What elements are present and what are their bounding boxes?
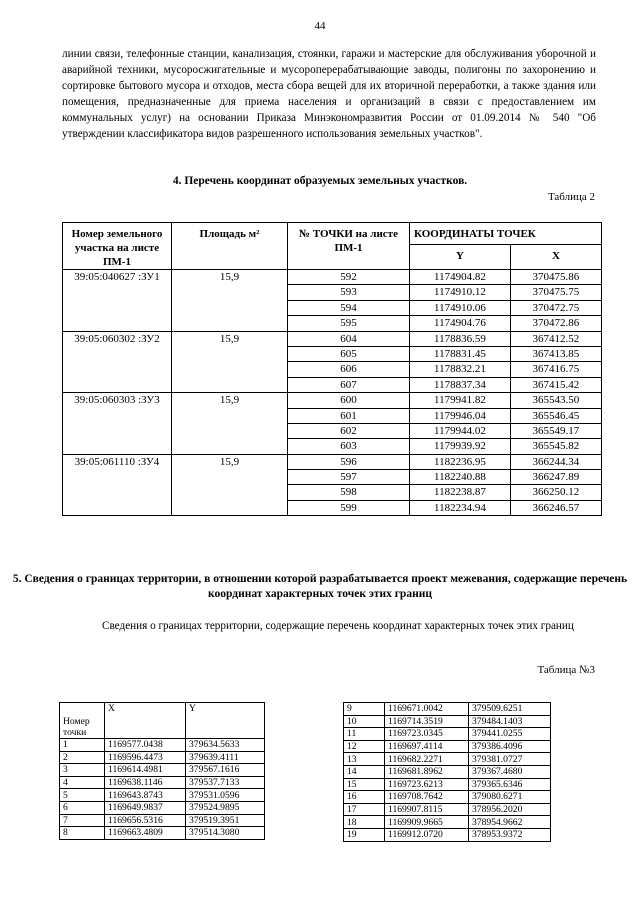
table-row: [63, 393, 602, 408]
boundary-table-header-row: [60, 703, 265, 739]
header-parcel-number: Номер земельного участка на листе ПМ-1: [63, 223, 172, 270]
header-point-number: Номер точки: [60, 703, 105, 739]
point-number-cell: 19: [344, 828, 385, 841]
y-coordinate-cell: 379509.6251: [469, 703, 551, 716]
x-coordinate-cell: 1169614.4981: [105, 764, 186, 777]
y-coordinate-cell: 1182236.95: [410, 454, 511, 469]
x-coordinate-cell: 370475.75: [510, 285, 601, 300]
point-number-cell: 17: [344, 803, 385, 816]
point-number-cell: 604: [288, 331, 410, 346]
table-row: [344, 828, 551, 841]
point-number-cell: 2: [60, 751, 105, 764]
header-x: X: [510, 245, 601, 270]
x-coordinate-cell: 1169663.4809: [105, 827, 186, 840]
header-y: Y: [410, 245, 511, 270]
section-5-description: Сведения о границах территории, содержащие перечень координат характерных точек этих границ: [102, 620, 574, 632]
point-number-cell: 605: [288, 346, 410, 361]
area-cell: 15,9: [172, 331, 288, 393]
y-coordinate-cell: 1174904.76: [410, 316, 511, 331]
y-coordinate-cell: 1178832.21: [410, 362, 511, 377]
table-2-label: Таблица 2: [547, 191, 595, 203]
header-y: Y: [186, 703, 265, 739]
point-number-cell: 596: [288, 454, 410, 469]
y-coordinate-cell: 379484.1403: [469, 715, 551, 728]
header-x: X: [105, 703, 186, 739]
table-row: [344, 816, 551, 829]
y-coordinate-cell: 1179946.04: [410, 408, 511, 423]
y-coordinate-cell: 379386.4096: [469, 740, 551, 753]
point-number-cell: 18: [344, 816, 385, 829]
x-coordinate-cell: 1169723.6213: [385, 778, 469, 791]
table-row: [60, 764, 265, 777]
x-coordinate-cell: 1169912.0720: [385, 828, 469, 841]
x-coordinate-cell: 1169671.0042: [385, 703, 469, 716]
point-number-cell: 11: [344, 728, 385, 741]
y-coordinate-cell: 378953.9372: [469, 828, 551, 841]
point-number-cell: 12: [344, 740, 385, 753]
table-row: [344, 703, 551, 716]
point-number-cell: 13: [344, 753, 385, 766]
table-row: [60, 739, 265, 752]
table-row: [344, 740, 551, 753]
x-coordinate-cell: 1169697.4114: [385, 740, 469, 753]
point-number-cell: 602: [288, 423, 410, 438]
y-coordinate-cell: 1178836.59: [410, 331, 511, 346]
page-number: 44: [314, 20, 326, 32]
x-coordinate-cell: 367415.42: [510, 377, 601, 392]
x-coordinate-cell: 367416.75: [510, 362, 601, 377]
x-coordinate-cell: 1169714.3519: [385, 715, 469, 728]
y-coordinate-cell: 379537.7133: [186, 776, 265, 789]
table-row: [60, 814, 265, 827]
table-row: [60, 801, 265, 814]
point-number-cell: 6: [60, 801, 105, 814]
point-number-cell: 16: [344, 791, 385, 804]
point-number-cell: 8: [60, 827, 105, 840]
x-coordinate-cell: 370472.75: [510, 300, 601, 315]
area-cell: 15,9: [172, 454, 288, 516]
point-number-cell: 1: [60, 739, 105, 752]
parcel-coordinates-table: [62, 222, 602, 516]
table-row: [63, 454, 602, 469]
header-coordinates: КООРДИНАТЫ ТОЧЕК: [410, 223, 602, 245]
point-number-cell: 593: [288, 285, 410, 300]
table-row: [63, 331, 602, 346]
y-coordinate-cell: 379524.9895: [186, 801, 265, 814]
x-coordinate-cell: 366246.57: [510, 500, 601, 515]
x-coordinate-cell: 1169723.0345: [385, 728, 469, 741]
y-coordinate-cell: 379080.6271: [469, 791, 551, 804]
table-row: [60, 751, 265, 764]
section-5-title: 5. Сведения о границах территории, в отношении которой разрабатывается проект межевания, содержащие перечень координат характерных точек этих границ: [12, 573, 628, 600]
point-number-cell: 15: [344, 778, 385, 791]
point-number-cell: 603: [288, 439, 410, 454]
point-number-cell: 599: [288, 500, 410, 515]
parcel-number-cell: 39:05:060303 :ЗУ3: [63, 393, 172, 455]
x-coordinate-cell: 367413.85: [510, 346, 601, 361]
table-row: [344, 791, 551, 804]
header-point-number: № ТОЧКИ на листе ПМ-1: [288, 223, 410, 270]
x-coordinate-cell: 1169681.8962: [385, 765, 469, 778]
y-coordinate-cell: 379567.1616: [186, 764, 265, 777]
x-coordinate-cell: 365549.17: [510, 423, 601, 438]
section-4-title: 4. Перечень координат образуемых земельных участков.: [172, 175, 468, 187]
y-coordinate-cell: 1179944.02: [410, 423, 511, 438]
y-coordinate-cell: 1178831.45: [410, 346, 511, 361]
point-number-cell: 595: [288, 316, 410, 331]
parcel-number-cell: 39:05:060302 :ЗУ2: [63, 331, 172, 393]
y-coordinate-cell: 1179941.82: [410, 393, 511, 408]
point-number-cell: 607: [288, 377, 410, 392]
area-cell: 15,9: [172, 393, 288, 455]
x-coordinate-cell: 1169638.1146: [105, 776, 186, 789]
x-coordinate-cell: 365543.50: [510, 393, 601, 408]
y-coordinate-cell: 379634.5633: [186, 739, 265, 752]
point-number-cell: 601: [288, 408, 410, 423]
table-row: [60, 776, 265, 789]
x-coordinate-cell: 366247.89: [510, 470, 601, 485]
area-cell: 15,9: [172, 270, 288, 332]
x-coordinate-cell: 1169682.2271: [385, 753, 469, 766]
point-number-cell: 3: [60, 764, 105, 777]
y-coordinate-cell: 379514.3080: [186, 827, 265, 840]
parcel-number-cell: 39:05:061110 :ЗУ4: [63, 454, 172, 516]
y-coordinate-cell: 378954.9662: [469, 816, 551, 829]
point-number-cell: 598: [288, 485, 410, 500]
y-coordinate-cell: 1178837.34: [410, 377, 511, 392]
intro-paragraph: линии связи, телефонные станции, канализация, стоянки, гаражи и мастерские для обслуживания уборочной и аварийной техники, мусоросжигательные и мусороперерабатывающие заводы, полигоны по захоронению и сортировке бытового мусора и отходов, места сбора вещей для их вторичной переработки, а также здания или помещения, предназначенные для приема населения и организаций в связи с предоставлением им коммунальных услуг) на основании Приказа Минэкономразвития России от 01.09.2014 № 540 "Об утверждении классификатора видов разрешенного использования земельных участков".: [62, 48, 596, 140]
point-number-cell: 594: [288, 300, 410, 315]
y-coordinate-cell: 379441.0255: [469, 728, 551, 741]
point-number-cell: 9: [344, 703, 385, 716]
y-coordinate-cell: 1174910.12: [410, 285, 511, 300]
point-number-cell: 592: [288, 270, 410, 285]
y-coordinate-cell: 379365.6346: [469, 778, 551, 791]
boundary-table-right: [343, 702, 551, 842]
table-row: [63, 270, 602, 285]
table-row: [344, 715, 551, 728]
y-coordinate-cell: 1182240.88: [410, 470, 511, 485]
x-coordinate-cell: 1169909.9665: [385, 816, 469, 829]
y-coordinate-cell: 1179939.92: [410, 439, 511, 454]
x-coordinate-cell: 1169643.8743: [105, 789, 186, 802]
y-coordinate-cell: 1174904.82: [410, 270, 511, 285]
x-coordinate-cell: 1169708.7642: [385, 791, 469, 804]
x-coordinate-cell: 1169649.9837: [105, 801, 186, 814]
x-coordinate-cell: 1169596.4473: [105, 751, 186, 764]
x-coordinate-cell: 365546.45: [510, 408, 601, 423]
boundary-table-left: [59, 702, 265, 840]
x-coordinate-cell: 1169656.5316: [105, 814, 186, 827]
x-coordinate-cell: 367412.52: [510, 331, 601, 346]
table-row: [60, 789, 265, 802]
table-row: [344, 728, 551, 741]
y-coordinate-cell: 379519.3951: [186, 814, 265, 827]
table-row: [344, 803, 551, 816]
x-coordinate-cell: 366244.34: [510, 454, 601, 469]
y-coordinate-cell: 378956.2020: [469, 803, 551, 816]
parcel-table-body: [63, 270, 602, 516]
point-number-cell: 14: [344, 765, 385, 778]
point-number-cell: 7: [60, 814, 105, 827]
x-coordinate-cell: 365545.82: [510, 439, 601, 454]
x-coordinate-cell: 1169907.8115: [385, 803, 469, 816]
table-row: [344, 765, 551, 778]
header-area: Площадь м²: [172, 223, 288, 270]
y-coordinate-cell: 379531.0596: [186, 789, 265, 802]
point-number-cell: 597: [288, 470, 410, 485]
x-coordinate-cell: 370475.86: [510, 270, 601, 285]
table-3-label: Таблица №3: [537, 664, 595, 676]
point-number-cell: 5: [60, 789, 105, 802]
point-number-cell: 606: [288, 362, 410, 377]
x-coordinate-cell: 370472.86: [510, 316, 601, 331]
point-number-cell: 10: [344, 715, 385, 728]
table-row: [344, 778, 551, 791]
y-coordinate-cell: 379639.4111: [186, 751, 265, 764]
x-coordinate-cell: 1169577.0438: [105, 739, 186, 752]
parcel-number-cell: 39:05:040627 :ЗУ1: [63, 270, 172, 332]
y-coordinate-cell: 379367.4680: [469, 765, 551, 778]
y-coordinate-cell: 1174910.06: [410, 300, 511, 315]
y-coordinate-cell: 1182234.94: [410, 500, 511, 515]
y-coordinate-cell: 379381.0727: [469, 753, 551, 766]
table-row: [60, 827, 265, 840]
table-row: [344, 753, 551, 766]
y-coordinate-cell: 1182238.87: [410, 485, 511, 500]
point-number-cell: 600: [288, 393, 410, 408]
x-coordinate-cell: 366250.12: [510, 485, 601, 500]
point-number-cell: 4: [60, 776, 105, 789]
